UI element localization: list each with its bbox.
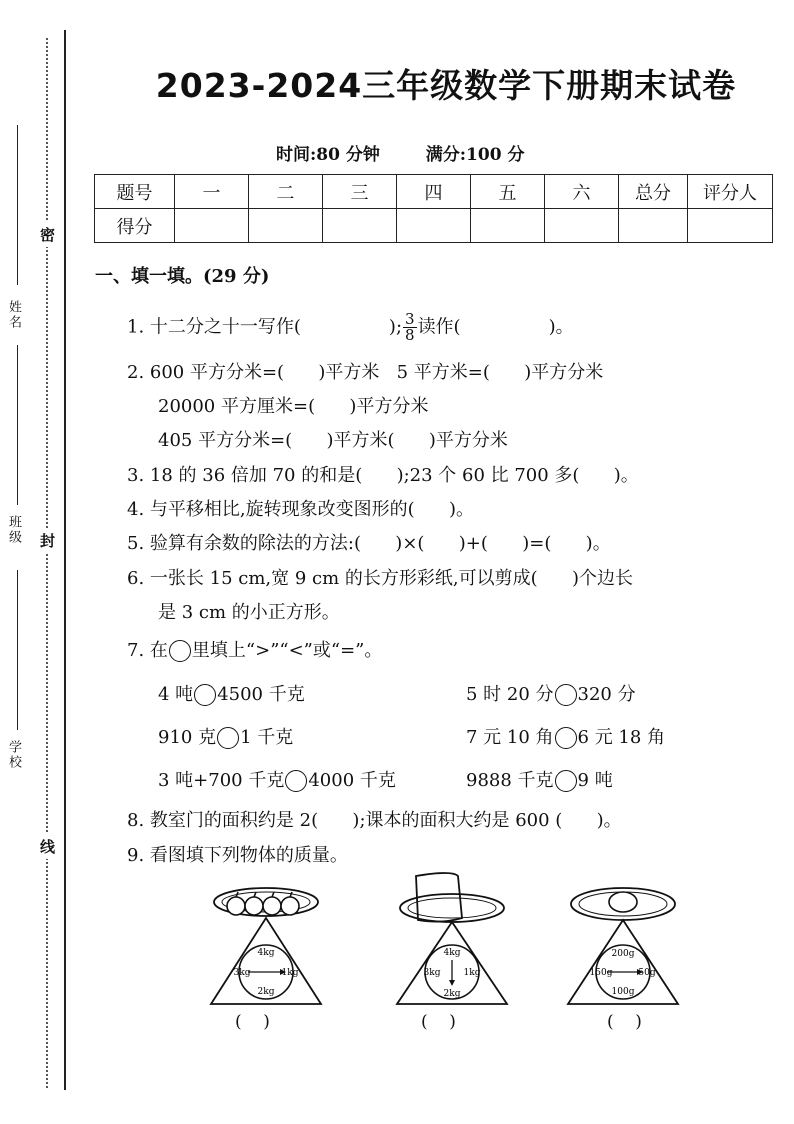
section-1-title: 一、填一填。(29 分) — [95, 266, 270, 287]
header-cell: 五 — [471, 175, 545, 209]
compare-item-6 — [466, 766, 613, 792]
dial-label-bottom: 2kg — [257, 987, 275, 997]
q1-text-d: )。 — [548, 316, 574, 338]
score-cell[interactable] — [397, 209, 471, 243]
header-cell: 评分人 — [688, 175, 773, 209]
compare-item-2 — [466, 680, 636, 706]
header-cell: 三 — [323, 175, 397, 209]
compare-circle[interactable] — [555, 770, 577, 792]
seal-char-xian: 线 — [40, 834, 55, 859]
question-6-line-2: 是 3 cm 的小正方形。 — [158, 602, 340, 623]
score-cell[interactable] — [545, 209, 619, 243]
question-4: 4. 与平移相比,旋转现象改变图形的( )。 — [127, 499, 474, 520]
scale-egg — [563, 872, 683, 1012]
compare-right: 320 分 — [577, 684, 636, 705]
dial-label-top: 4kg — [257, 948, 275, 958]
compare-circle[interactable] — [285, 770, 307, 792]
dial-label-top: 4kg — [443, 948, 461, 958]
compare-circle[interactable] — [555, 727, 577, 749]
header-cell: 六 — [545, 175, 619, 209]
compare-left: 3 吨+700 千克 — [158, 770, 285, 791]
question-6-line-1: 6. 一张长 15 cm,宽 9 cm 的长方形彩纸,可以剪成( )个边长 — [127, 568, 633, 589]
compare-right: 4000 千克 — [308, 770, 396, 791]
question-5: 5. 验算有余数的除法的方法:( )×( )+( )=( )。 — [127, 533, 611, 554]
compare-item-4 — [466, 723, 665, 749]
binding-dotted-line — [46, 38, 48, 1088]
question-9: 9. 看图填下列物体的质量。 — [127, 845, 348, 866]
dial-label-right: 1kg — [281, 968, 299, 978]
score-table-header-row — [95, 175, 773, 209]
scale-bag — [392, 872, 512, 1012]
bag-icon — [416, 873, 462, 922]
school-label: 学校 — [6, 740, 21, 770]
score-table — [94, 174, 773, 243]
class-underline — [17, 345, 18, 505]
compare-item-1 — [158, 680, 305, 706]
q7-text-a: 7. 在 — [127, 640, 168, 661]
dial-label-right: 1kg — [463, 968, 481, 978]
question-1 — [127, 312, 574, 343]
compare-circle[interactable] — [217, 727, 239, 749]
question-3: 3. 18 的 36 倍加 70 的和是( );23 个 60 比 700 多( )。 — [127, 465, 639, 486]
dial-label-bottom: 2kg — [443, 989, 461, 999]
compare-left: 5 时 20 分 — [466, 684, 554, 705]
class-label: 班级 — [6, 515, 21, 545]
score-row-label: 得分 — [95, 209, 175, 243]
compare-right: 1 千克 — [240, 727, 294, 748]
header-cell: 题号 — [95, 175, 175, 209]
seal-char-mi: 密 — [40, 222, 55, 247]
question-7 — [127, 636, 382, 662]
compare-circle[interactable] — [555, 684, 577, 706]
seal-char-feng: 封 — [40, 528, 55, 553]
page-title: 2023-2024三年级数学下册期末试卷 — [155, 66, 737, 105]
q1-text-b: ); — [388, 316, 403, 338]
compare-right: 6 元 18 角 — [577, 727, 666, 748]
binding-margin — [0, 0, 80, 1124]
dial-label-left: 3kg — [423, 968, 441, 978]
compare-left: 4 吨 — [158, 684, 194, 705]
header-cell: 一 — [175, 175, 249, 209]
compare-left: 9888 千克 — [466, 770, 554, 791]
school-underline — [17, 570, 18, 730]
compare-item-5 — [158, 766, 396, 792]
binding-solid-line — [64, 30, 66, 1090]
score-cell[interactable] — [471, 209, 545, 243]
question-2-line-1: 2. 600 平方分米=( )平方米 5 平方米=( )平方分米 — [127, 362, 604, 383]
scale-apples — [206, 872, 326, 1012]
score-cell[interactable] — [249, 209, 323, 243]
name-underline — [17, 125, 18, 285]
exam-full-score: 满分:100 分 — [425, 145, 525, 165]
q1-text-a: 1. 十二分之十一写作( — [127, 316, 301, 338]
dial-label-left: 3kg — [233, 968, 251, 978]
answer-blank-scale-3[interactable]: ( ) — [607, 1012, 642, 1032]
exam-meta — [276, 140, 564, 165]
header-cell: 四 — [397, 175, 471, 209]
compare-right: 9 吨 — [577, 770, 613, 791]
question-2-line-2: 20000 平方厘米=( )平方分米 — [158, 396, 429, 417]
answer-blank-scale-2[interactable]: ( ) — [421, 1012, 456, 1032]
q7-text-b: 里填上“>”“<”或“=”。 — [191, 640, 383, 661]
circle-icon — [169, 640, 191, 662]
fraction-denominator: 8 — [405, 326, 415, 344]
compare-right: 4500 千克 — [217, 684, 305, 705]
question-2-line-3: 405 平方分米=( )平方米( )平方分米 — [158, 430, 508, 451]
dial-label-top: 200g — [611, 949, 635, 959]
dial-label-bottom: 100g — [611, 987, 635, 997]
compare-item-3 — [158, 723, 293, 749]
score-cell[interactable] — [688, 209, 773, 243]
fraction-3-8 — [403, 312, 417, 343]
dial-label-right: 50g — [638, 968, 656, 978]
compare-circle[interactable] — [194, 684, 216, 706]
fraction-numerator: 3 — [405, 310, 415, 328]
score-cell[interactable] — [175, 209, 249, 243]
compare-left: 7 元 10 角 — [466, 727, 554, 748]
dial-label-left: 150g — [589, 968, 613, 978]
egg-icon — [609, 892, 637, 912]
score-table-score-row — [95, 209, 773, 243]
answer-blank-scale-1[interactable]: ( ) — [235, 1012, 270, 1032]
question-8: 8. 教室门的面积约是 2( );课本的面积大约是 600 ( )。 — [127, 810, 622, 831]
score-cell[interactable] — [619, 209, 688, 243]
compare-left: 910 克 — [158, 727, 217, 748]
score-cell[interactable] — [323, 209, 397, 243]
name-label: 姓名 — [6, 300, 21, 330]
header-cell: 二 — [249, 175, 323, 209]
exam-time: 时间:80 分钟 — [276, 145, 380, 165]
header-cell: 总分 — [619, 175, 688, 209]
q1-text-c: 读作( — [417, 316, 461, 338]
